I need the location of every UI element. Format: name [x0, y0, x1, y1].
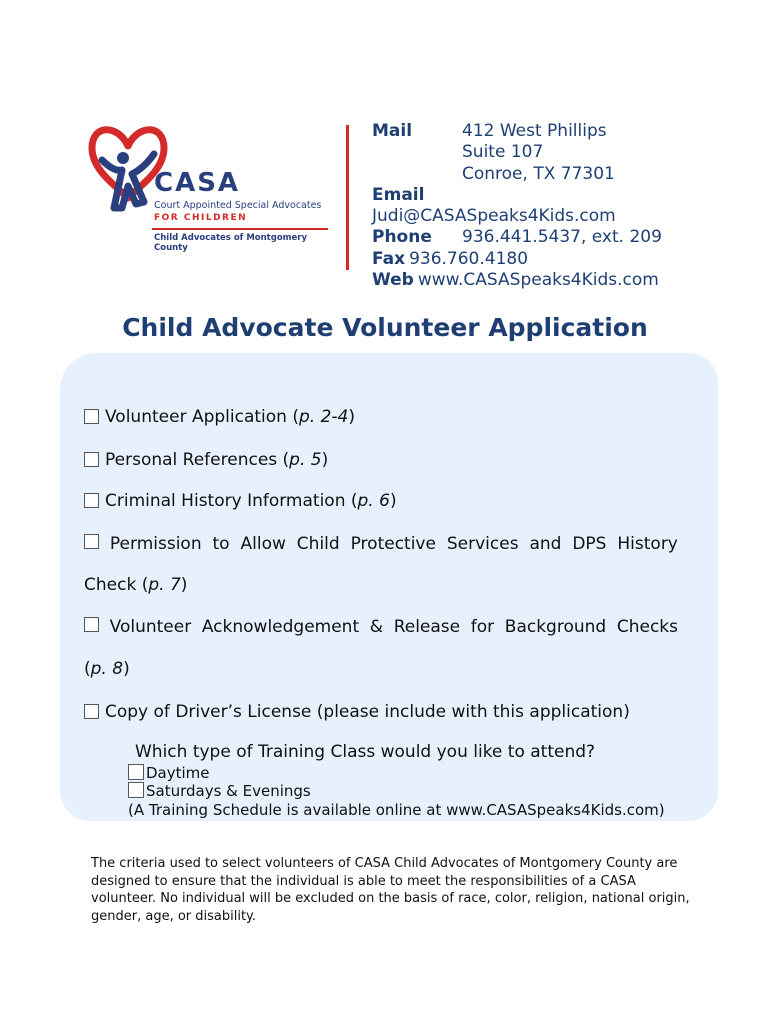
checklist-item-cps-permission: Permission to Allow Child Protective Services and DPS History [84, 534, 678, 554]
checkbox-saturdays-evenings[interactable] [128, 782, 144, 798]
web-label: Web [372, 270, 414, 291]
checklist-item-criminal-history: Criminal History Information (p. 6) [84, 491, 397, 511]
checkbox-cps-permission[interactable] [84, 534, 99, 549]
header-divider [346, 125, 349, 270]
fax-label: Fax [372, 248, 406, 269]
checkbox-daytime[interactable] [128, 764, 144, 780]
checklist-item-personal-references: Personal References (p. 5) [84, 450, 328, 470]
checklist-item-drivers-license: Copy of Driver’s License (please include with this application) [84, 702, 630, 722]
checklist-item-volunteer-application: Volunteer Application (p. 2-4) [84, 407, 355, 427]
training-option-evenings: Saturdays & Evenings [128, 782, 311, 800]
email-value[interactable]: Judi@CASASpeaks4Kids.com [372, 206, 616, 227]
logo-county: Child Advocates of Montgomery County [154, 233, 308, 253]
mail-line2: Suite 107 [462, 142, 544, 163]
training-question: Which type of Training Class would you like to attend? [135, 742, 596, 762]
checklist-item-acknowledgement: Volunteer Acknowledgement & Release for Background Checks [84, 617, 678, 637]
fax-value: 936.760.4180 [409, 248, 529, 269]
checklist-item-acknowledgement-cont: (p. 8) [84, 659, 130, 679]
phone-value: 936.441.5437, ext. 209 [462, 227, 662, 248]
training-schedule-note: (A Training Schedule is available online at www.CASASpeaks4Kids.com) [128, 801, 665, 819]
email-label: Email [372, 184, 425, 205]
checkbox-criminal-history[interactable] [84, 493, 99, 508]
training-option-daytime: Daytime [128, 764, 210, 782]
logo-subtitle: Court Appointed Special Advocates [154, 200, 322, 211]
contact-block [372, 121, 662, 291]
logo-divider [152, 228, 328, 230]
selection-criteria-text: The criteria used to select volunteers of CASA Child Advocates of Montgomery County are designed to ensure that the individual is able to meet the responsibilities of a CASA volunteer. No individual will be excluded on the basis of race, color, religion, national origin, gender, age, or disability. [91, 856, 690, 924]
logo-casa-word: CASA [154, 168, 241, 198]
logo-for-children: FOR CHILDREN [154, 213, 248, 223]
checkbox-personal-references[interactable] [84, 452, 99, 467]
checklist-item-cps-permission-cont: Check (p. 7) [84, 575, 188, 595]
web-value[interactable]: www.CASASpeaks4Kids.com [417, 270, 659, 291]
mail-line1: 412 West Phillips [462, 121, 607, 141]
page-title: Child Advocate Volunteer Application [122, 313, 648, 342]
mail-label: Mail [372, 121, 413, 141]
checkbox-volunteer-application[interactable] [84, 409, 99, 424]
mail-line3: Conroe, TX 77301 [462, 163, 615, 184]
phone-label: Phone [372, 227, 432, 248]
checkbox-acknowledgement[interactable] [84, 617, 99, 632]
checkbox-drivers-license[interactable] [84, 704, 99, 719]
casa-logo [88, 118, 333, 253]
